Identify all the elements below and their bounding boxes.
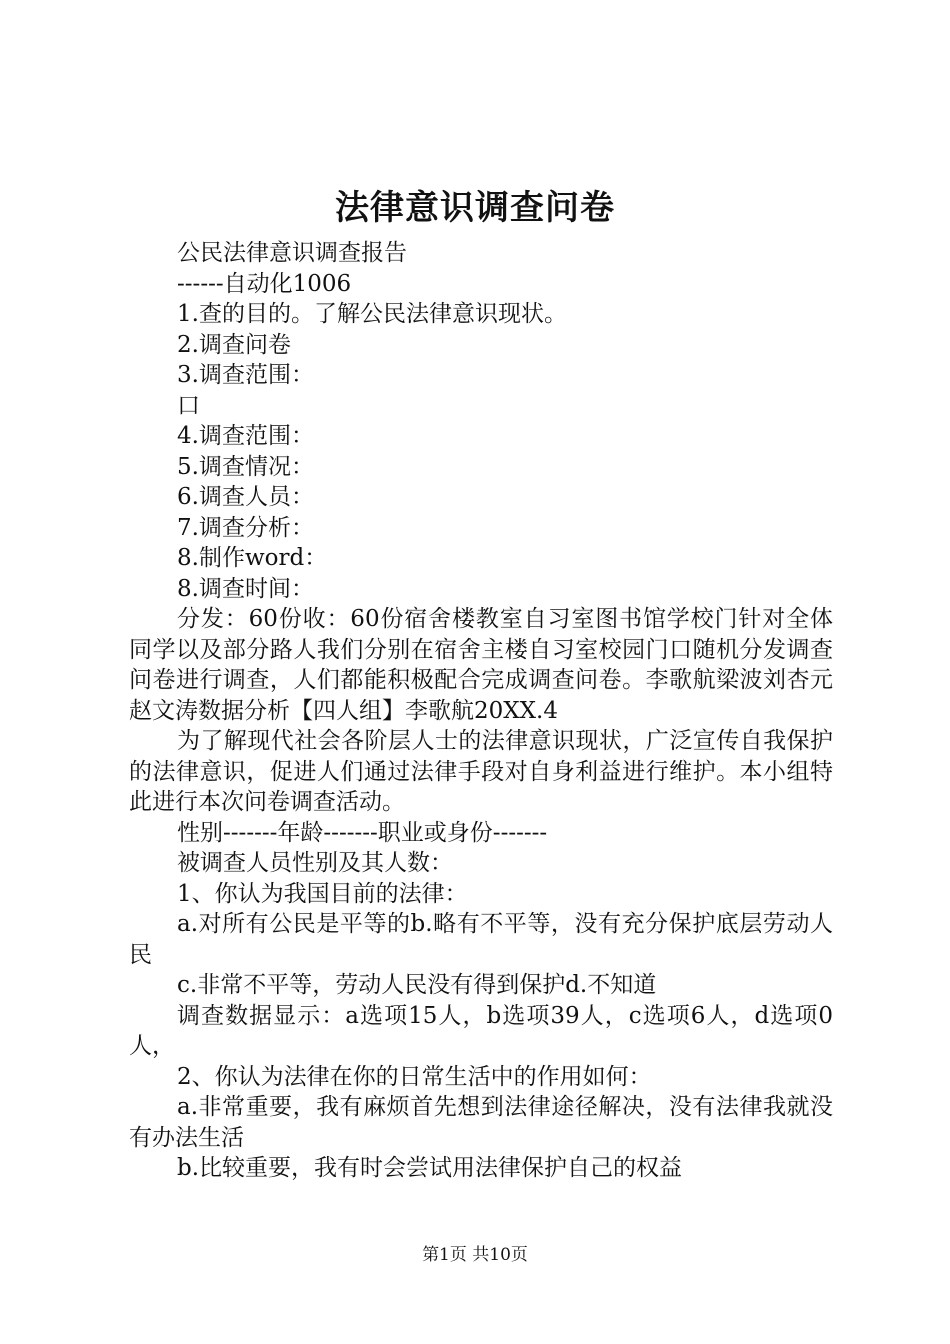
paragraph: 8.制作word：	[177, 545, 328, 571]
paragraph: 1.查的目的。了解公民法律意识现状。	[177, 301, 567, 327]
paragraph: b.比较重要，我有时会尝试用法律保护自己的权益	[177, 1155, 683, 1181]
paragraph: 5.调查情况：	[177, 453, 314, 480]
paragraph: 6.调查人员：	[177, 484, 314, 510]
paragraph: 1、你认为我国目前的法律：	[177, 880, 468, 907]
page-footer: 第1页 共10页	[422, 1245, 528, 1265]
paragraph: a.对所有公民是平等的b.略有不平等，没有充分保护底层劳动人民	[129, 911, 833, 968]
paragraph: 4.调查范围：	[177, 423, 314, 449]
paragraph: 被调查人员性别及其人数：	[177, 850, 453, 876]
paragraph: 3.调查范围：	[177, 362, 314, 388]
paragraph: 口	[177, 392, 200, 419]
paragraph: 性别-------年龄-------职业或身份-------	[177, 819, 548, 846]
paragraph: c.非常不平等，劳动人民没有得到保护d.不知道	[177, 972, 657, 998]
document-body	[129, 238, 833, 1184]
paragraph: ------自动化1006	[177, 270, 352, 297]
paragraph: 8.调查时间：	[177, 575, 314, 602]
paragraph: 调查数据显示：a选项15人，b选项39人，c选项6人，d选项0人，	[129, 1002, 833, 1059]
paragraph: 分发：60份收：60份宿舍楼教室自习室图书馆学校门针对全体同学以及部分路人我们分别在宿舍主楼自习室校园门口随机分发调查问卷进行调查，人们都能积极配合完成调查问卷。李歌航梁波刘杏元赵文涛数据分析【四人组】李歌航20XX.4	[129, 606, 833, 724]
paragraph: 2.调查问卷	[177, 331, 291, 358]
paragraph: a.非常重要，我有麻烦首先想到法律途径解决，没有法律我就没有办法生活	[129, 1094, 833, 1151]
paragraph: 2、你认为法律在你的日常生活中的作用如何：	[177, 1063, 652, 1090]
paragraph: 为了解现代社会各阶层人士的法律意识现状，广泛宣传自我保护的法律意识，促进人们通过法律手段对自身利益进行维护。本小组特此进行本次问卷调查活动。	[129, 728, 833, 815]
paragraph: 公民法律意识调查报告	[177, 240, 407, 266]
document-title: 法律意识调查问卷	[335, 188, 615, 228]
paragraph: 7.调查分析：	[177, 514, 314, 541]
